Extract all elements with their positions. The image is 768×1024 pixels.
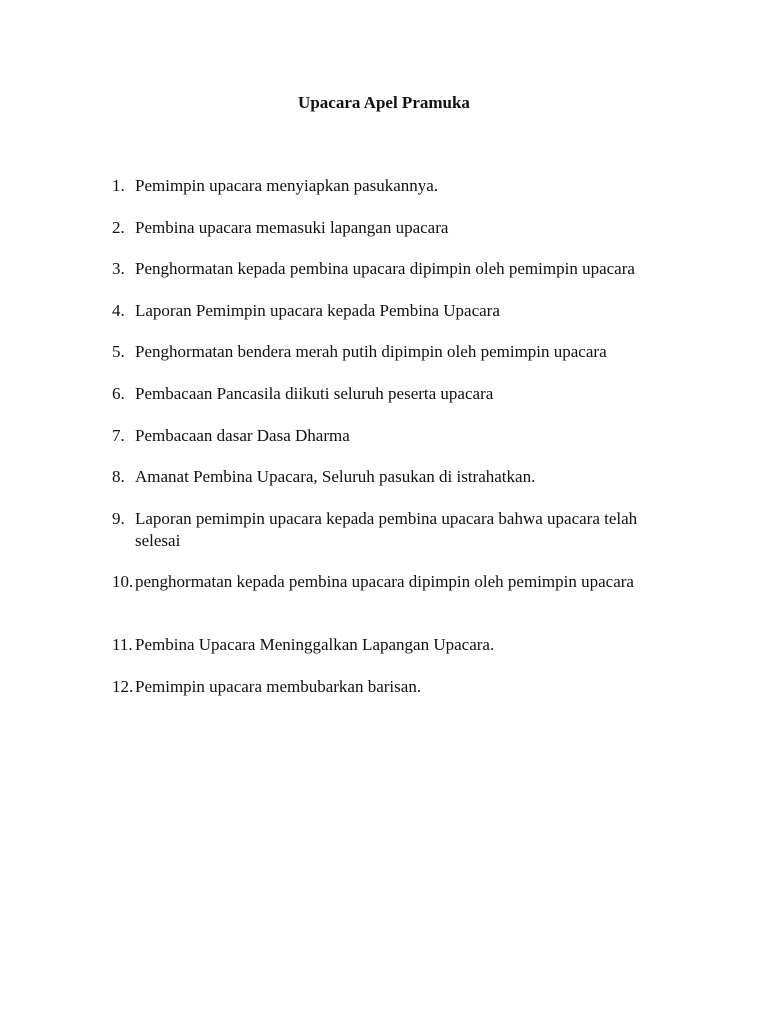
- list-item-number: 9.: [112, 509, 125, 528]
- list-item-text: penghormatan kepada pembina upacara dipimpin oleh pemimpin upacara: [135, 572, 634, 591]
- list-item-text: Pemimpin upacara membubarkan barisan.: [135, 677, 422, 696]
- list-item-number: 7.: [112, 426, 125, 445]
- list-item: [112, 383, 672, 405]
- list-item-number: 10.: [112, 572, 134, 591]
- list-item-number: 11.: [112, 635, 133, 654]
- list-item-number: 3.: [112, 259, 125, 278]
- list-item-number: 8.: [112, 467, 125, 486]
- list-item: [112, 634, 672, 656]
- list-item-text: Pembacaan dasar Dasa Dharma: [135, 426, 350, 445]
- list-item: [112, 676, 672, 698]
- list-item: [112, 258, 672, 280]
- list-item-number: 5.: [112, 342, 125, 361]
- list-item-text: Laporan pemimpin upacara kepada pembina upacara bahwa upacara telah selesai: [135, 509, 638, 550]
- list-item: [112, 300, 672, 322]
- page-title: Upacara Apel Pramuka: [298, 93, 470, 112]
- list-item: [112, 571, 672, 593]
- list-item-text: Laporan Pemimpin upacara kepada Pembina Upacara: [135, 301, 500, 320]
- list-item: [112, 508, 672, 552]
- list-item-text: Pembina upacara memasuki lapangan upacara: [135, 218, 449, 237]
- list-item: [112, 341, 672, 363]
- list-item: [112, 425, 672, 447]
- list-item: [112, 175, 672, 197]
- list-item-text: Penghormatan bendera merah putih dipimpin oleh pemimpin upacara: [135, 342, 607, 361]
- list-item: [112, 217, 672, 239]
- list-item-text: Pembacaan Pancasila diikuti seluruh peserta upacara: [135, 384, 494, 403]
- list-item-number: 6.: [112, 384, 125, 403]
- list-item-number: 2.: [112, 218, 125, 237]
- list-item-number: 1.: [112, 176, 125, 195]
- list-item-text: Penghormatan kepada pembina upacara dipimpin oleh pemimpin upacara: [135, 259, 635, 278]
- list-item-number: 12.: [112, 677, 134, 696]
- list-item: [112, 466, 672, 488]
- list-item-number: 4.: [112, 301, 125, 320]
- list-item-text: Pemimpin upacara menyiapkan pasukannya.: [135, 176, 439, 195]
- list-item-text: Pembina Upacara Meninggalkan Lapangan Upacara.: [135, 635, 495, 654]
- list-item-text: Amanat Pembina Upacara, Seluruh pasukan di istrahatkan.: [135, 467, 536, 486]
